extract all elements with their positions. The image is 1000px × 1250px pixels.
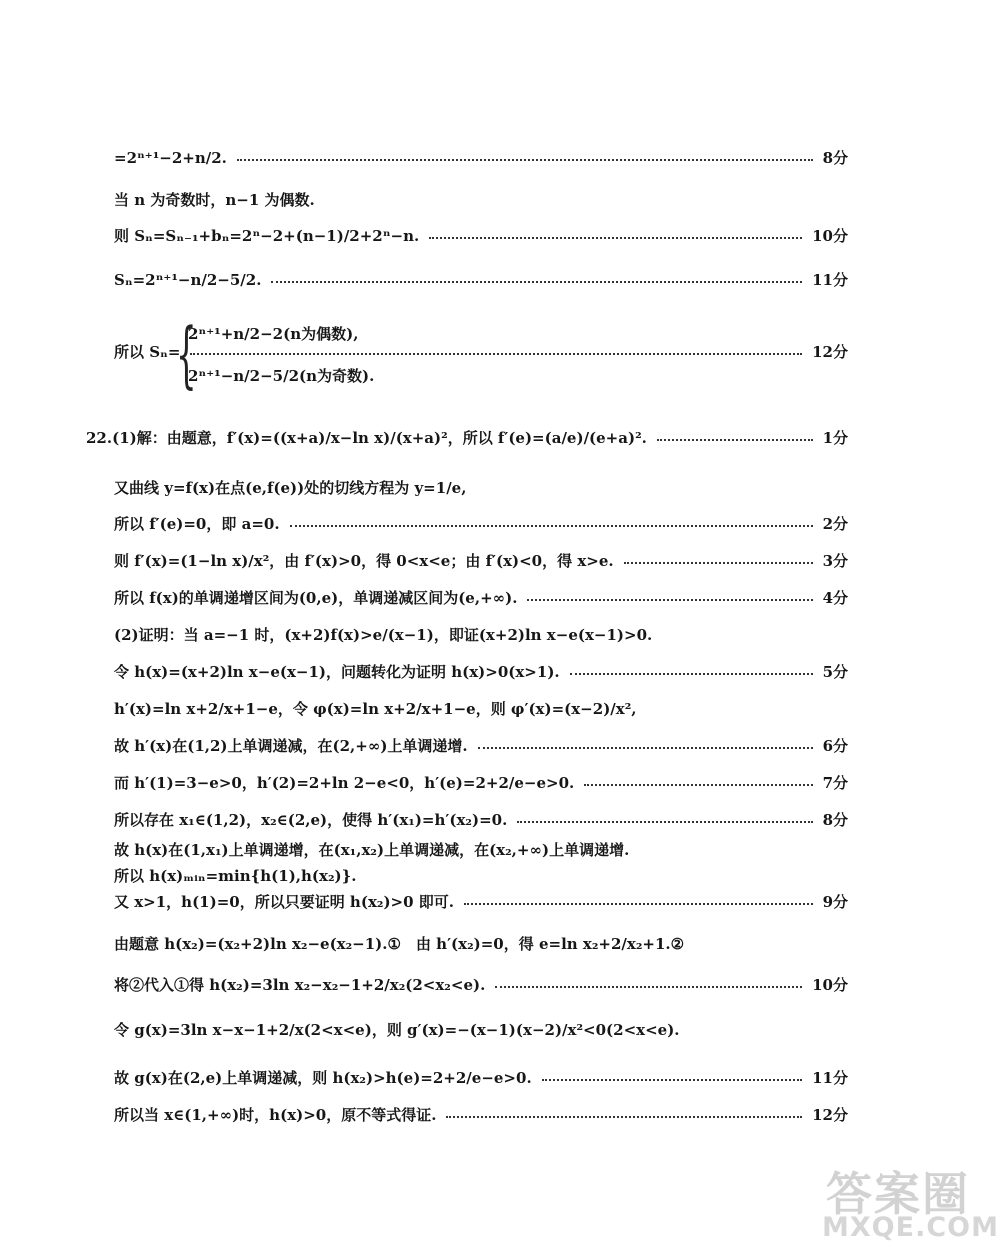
score-label: 6分 [822, 737, 848, 755]
score-label: 11分 [812, 271, 848, 289]
solution-line [0, 932, 1000, 956]
solution-text: 又 x>1，h(1)=0，所以只要证明 h(x₂)>0 即可. [114, 893, 454, 911]
piecewise-brace: { [176, 312, 197, 396]
solution-text: 令 h(x)=(x+2)ln x−e(x−1)，问题转化为证明 h(x)>0(x>1). [114, 663, 560, 681]
solution-line [0, 340, 1000, 364]
watermark-logo [818, 1158, 998, 1250]
score-label: 7分 [822, 774, 848, 792]
score-label: 12分 [812, 343, 848, 361]
solution-line [0, 838, 1000, 862]
solution-text: =2ⁿ⁺¹−2+n/2. [114, 149, 227, 167]
solution-text: 则 Sₙ=Sₙ₋₁+bₙ=2ⁿ−2+(n−1)/2+2ⁿ−n. [114, 227, 420, 245]
leader-dots [190, 353, 802, 355]
watermark-title: 答案圈 [826, 1167, 970, 1221]
solution-line [0, 1066, 1000, 1090]
solution-text: 所以当 x∈(1,+∞)时，h(x)>0，原不等式得证. [114, 1106, 437, 1124]
leader-dots [584, 784, 813, 786]
solution-line [0, 660, 1000, 684]
score-label: 10分 [812, 976, 848, 994]
solution-line [0, 734, 1000, 758]
solution-line [0, 188, 1000, 212]
score-label: 8分 [822, 149, 848, 167]
solution-line [0, 864, 1000, 888]
score-label: 5分 [822, 663, 848, 681]
leader-dots [464, 903, 813, 905]
leader-dots [429, 237, 802, 239]
score-label: 11分 [812, 1069, 848, 1087]
solution-line [0, 549, 1000, 573]
score-label: 2分 [822, 515, 848, 533]
solution-text: 22.(1)解：由题意，f′(x)=((x+a)/x−ln x)/(x+a)²，所以 f′(e)=(a/e)/(e+a)². [86, 429, 647, 447]
solution-line [0, 426, 1000, 450]
leader-dots [624, 562, 813, 564]
solution-text: 当 n 为奇数时，n−1 为偶数. [114, 191, 315, 209]
solution-text: 故 h′(x)在(1,2)上单调递减，在(2,+∞)上单调递增. [114, 737, 468, 755]
leader-dots [542, 1079, 802, 1081]
leader-dots [290, 525, 813, 527]
score-label: 4分 [822, 589, 848, 607]
leader-dots [657, 439, 813, 441]
solution-text: 令 g(x)=3ln x−x−1+2/x(2<x<e)，则 g′(x)=−(x−1)(x−2)/x²<0(2<x<e). [114, 1021, 680, 1039]
solution-line [0, 224, 1000, 248]
solution-text: h′(x)=ln x+2/x+1−e，令 φ(x)=ln x+2/x+1−e，则 φ′(x)=(x−2)/x², [114, 700, 637, 718]
leader-dots [517, 821, 813, 823]
solution-line [0, 364, 1000, 388]
leader-dots [446, 1116, 802, 1118]
solution-text: 所以 h(x)ₘᵢₙ=min{h(1),h(x₂)}. [114, 867, 357, 885]
solution-text: 故 g(x)在(2,e)上单调递减，则 h(x₂)>h(e)=2+2/e−e>0. [114, 1069, 532, 1087]
solution-line [0, 476, 1000, 500]
leader-dots [237, 159, 813, 161]
solution-line [0, 890, 1000, 914]
solution-line [0, 1018, 1000, 1042]
solution-text: 2ⁿ⁺¹−n/2−5/2(n为奇数). [188, 367, 375, 385]
solution-text: 则 f′(x)=(1−ln x)/x²，由 f′(x)>0，得 0<x<e；由 f′(x)<0，得 x>e. [114, 552, 614, 570]
solution-text: Sₙ=2ⁿ⁺¹−n/2−5/2. [114, 271, 262, 289]
leader-dots [495, 986, 802, 988]
solution-line [0, 771, 1000, 795]
leader-dots [527, 599, 813, 601]
score-label: 12分 [812, 1106, 848, 1124]
score-label: 8分 [822, 811, 848, 829]
solution-line [0, 146, 1000, 170]
solution-text: 所以存在 x₁∈(1,2)，x₂∈(2,e)，使得 h′(x₁)=h′(x₂)=0. [114, 811, 508, 829]
solution-text: (2)证明：当 a=−1 时，(x+2)f(x)>e/(x−1)，即证(x+2)ln x−e(x−1)>0. [114, 626, 653, 644]
solution-line [0, 808, 1000, 832]
solution-text: 2ⁿ⁺¹+n/2−2(n为偶数), [188, 325, 359, 343]
leader-dots [570, 673, 813, 675]
solution-text: 所以 f(x)的单调递增区间为(0,e)，单调递减区间为(e,+∞). [114, 589, 518, 607]
solution-line [0, 1103, 1000, 1127]
solution-text: 由题意 h(x₂)=(x₂+2)ln x₂−e(x₂−1).① 由 h′(x₂)=0，得 e=ln x₂+2/x₂+1.② [114, 935, 685, 953]
score-label: 10分 [812, 227, 848, 245]
leader-dots [478, 747, 813, 749]
solution-text: 所以 f′(e)=0，即 a=0. [114, 515, 280, 533]
solution-text: 而 h′(1)=3−e>0，h′(2)=2+ln 2−e<0，h′(e)=2+2/e−e>0. [114, 774, 575, 792]
solution-line [0, 973, 1000, 997]
score-label: 3分 [822, 552, 848, 570]
watermark-url: MXQE.COM [822, 1212, 999, 1243]
solution-line [0, 268, 1000, 292]
solution-text: 将②代入①得 h(x₂)=3ln x₂−x₂−1+2/x₂(2<x₂<e). [114, 976, 486, 994]
leader-dots [271, 281, 802, 283]
solution-line [0, 586, 1000, 610]
solution-text: 所以 Sₙ= [114, 343, 181, 361]
solution-line [0, 512, 1000, 536]
score-label: 1分 [822, 429, 848, 447]
score-label: 9分 [822, 893, 848, 911]
solution-text: 又曲线 y=f(x)在点(e,f(e))处的切线方程为 y=1/e, [114, 479, 467, 497]
solution-text: 故 h(x)在(1,x₁)上单调递增，在(x₁,x₂)上单调递减，在(x₂,+∞)上单调递增. [114, 841, 630, 859]
solution-line [0, 697, 1000, 721]
solution-line [0, 623, 1000, 647]
